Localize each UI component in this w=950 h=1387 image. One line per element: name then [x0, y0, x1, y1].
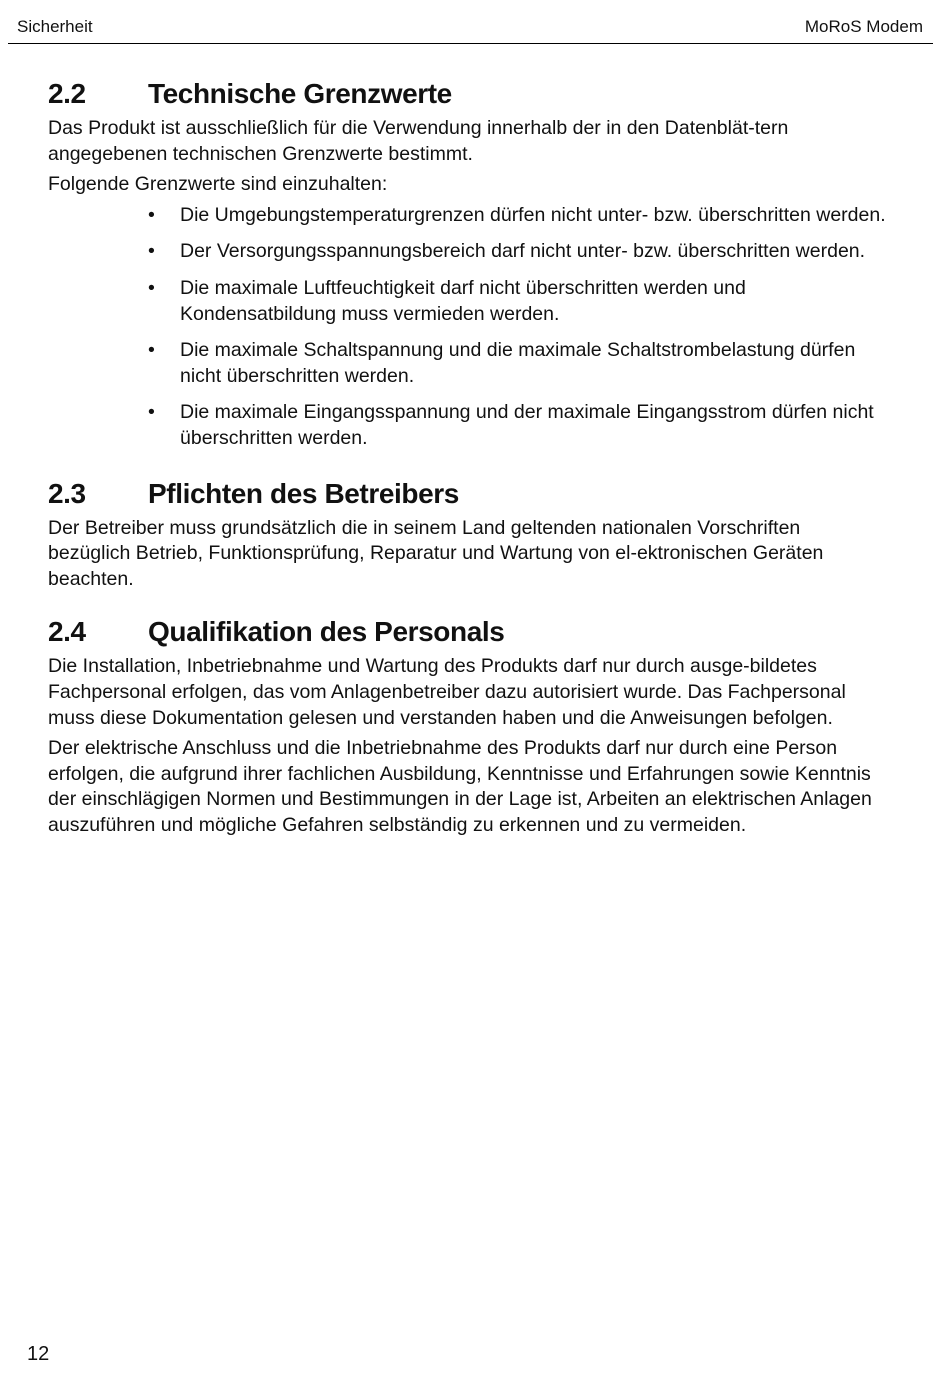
list-item-text: Die maximale Schaltspannung und die maximale Schaltstrombelastung dürfen nicht überschritten werden.: [180, 339, 856, 387]
header-product-name: MoRoS Modem: [804, 17, 923, 36]
bullet-icon: •: [148, 203, 155, 226]
page-number: 12: [27, 1343, 50, 1365]
section-number: 2.3: [48, 477, 86, 509]
list-item: [148, 338, 888, 389]
section-technische-grenzwerte: [48, 74, 888, 452]
running-header: [8, 14, 933, 44]
bullet-icon: •: [148, 276, 155, 299]
list-item: [148, 203, 888, 229]
section-pflichten-des-betreibers: [48, 474, 888, 593]
list-item-text: Die Umgebungstemperaturgrenzen dürfen nicht unter- bzw. überschritten werden.: [180, 203, 886, 226]
list-item-text: Der Versorgungsspannungsbereich darf nicht unter- bzw. überschritten werden.: [180, 240, 866, 263]
section-heading: [48, 612, 888, 652]
section-heading: [48, 74, 888, 114]
section-title: Technische Grenzwerte: [148, 78, 452, 109]
section-heading: [48, 474, 888, 514]
section-title: Pflichten des Betreibers: [148, 477, 459, 509]
list-item-text: Die maximale Eingangsspannung und der maximale Eingangsstrom dürfen nicht überschritten werden.: [180, 401, 874, 449]
limits-bullet-list: [48, 203, 888, 452]
page-content: [48, 74, 888, 843]
paragraph: Die Installation, Inbetriebnahme und Wartung des Produkts darf nur durch ausge-bildetes Fachpersonal erfolgen, das vom Anlagenbetreiber dazu autorisiert wurde. Das Fachpersonal muss diese Dokumentation gelesen und verstanden haben und die Anweisungen befolgen.: [48, 655, 846, 729]
bullet-icon: •: [148, 401, 155, 424]
paragraph: Das Produkt ist ausschließlich für die Verwendung innerhalb der in den Datenblät-tern angegebenen technischen Grenzwerte bestimmt.: [48, 117, 789, 165]
list-item: [148, 400, 888, 451]
section-qualifikation-des-personals: [48, 612, 888, 838]
section-number: 2.4: [48, 616, 86, 648]
section-title: Qualifikation des Personals: [148, 616, 505, 648]
list-item-text: Die maximale Luftfeuchtigkeit darf nicht überschritten werden und Kondensatbildung muss vermieden werden.: [180, 276, 746, 325]
section-number: 2.2: [48, 78, 86, 109]
list-item: [148, 239, 888, 265]
bullet-icon: •: [148, 240, 155, 263]
paragraph: Der Betreiber muss grundsätzlich die in seinem Land geltenden nationalen Vorschriften bezüglich Betrieb, Funktionsprüfung, Reparatur und Wartung von el-ektronischen Geräten beachten.: [48, 516, 824, 590]
list-item: [148, 276, 888, 327]
paragraph: Folgende Grenzwerte sind einzuhalten:: [48, 173, 388, 196]
paragraph: Der elektrische Anschluss und die Inbetriebnahme des Produkts darf nur durch eine Person erfolgen, die aufgrund ihrer fachlichen Ausbildung, Kenntnisse und Erfahrungen sowie Kenntnis der einschlägigen Normen und Bestimmungen in der Lage ist, Arbeiten an elektrischen Anlagen auszuführen und mögliche Gefahren selbständig zu erkennen und zu vermeiden.: [48, 737, 872, 836]
bullet-icon: •: [148, 339, 155, 362]
header-chapter-title: Sicherheit: [17, 17, 93, 36]
